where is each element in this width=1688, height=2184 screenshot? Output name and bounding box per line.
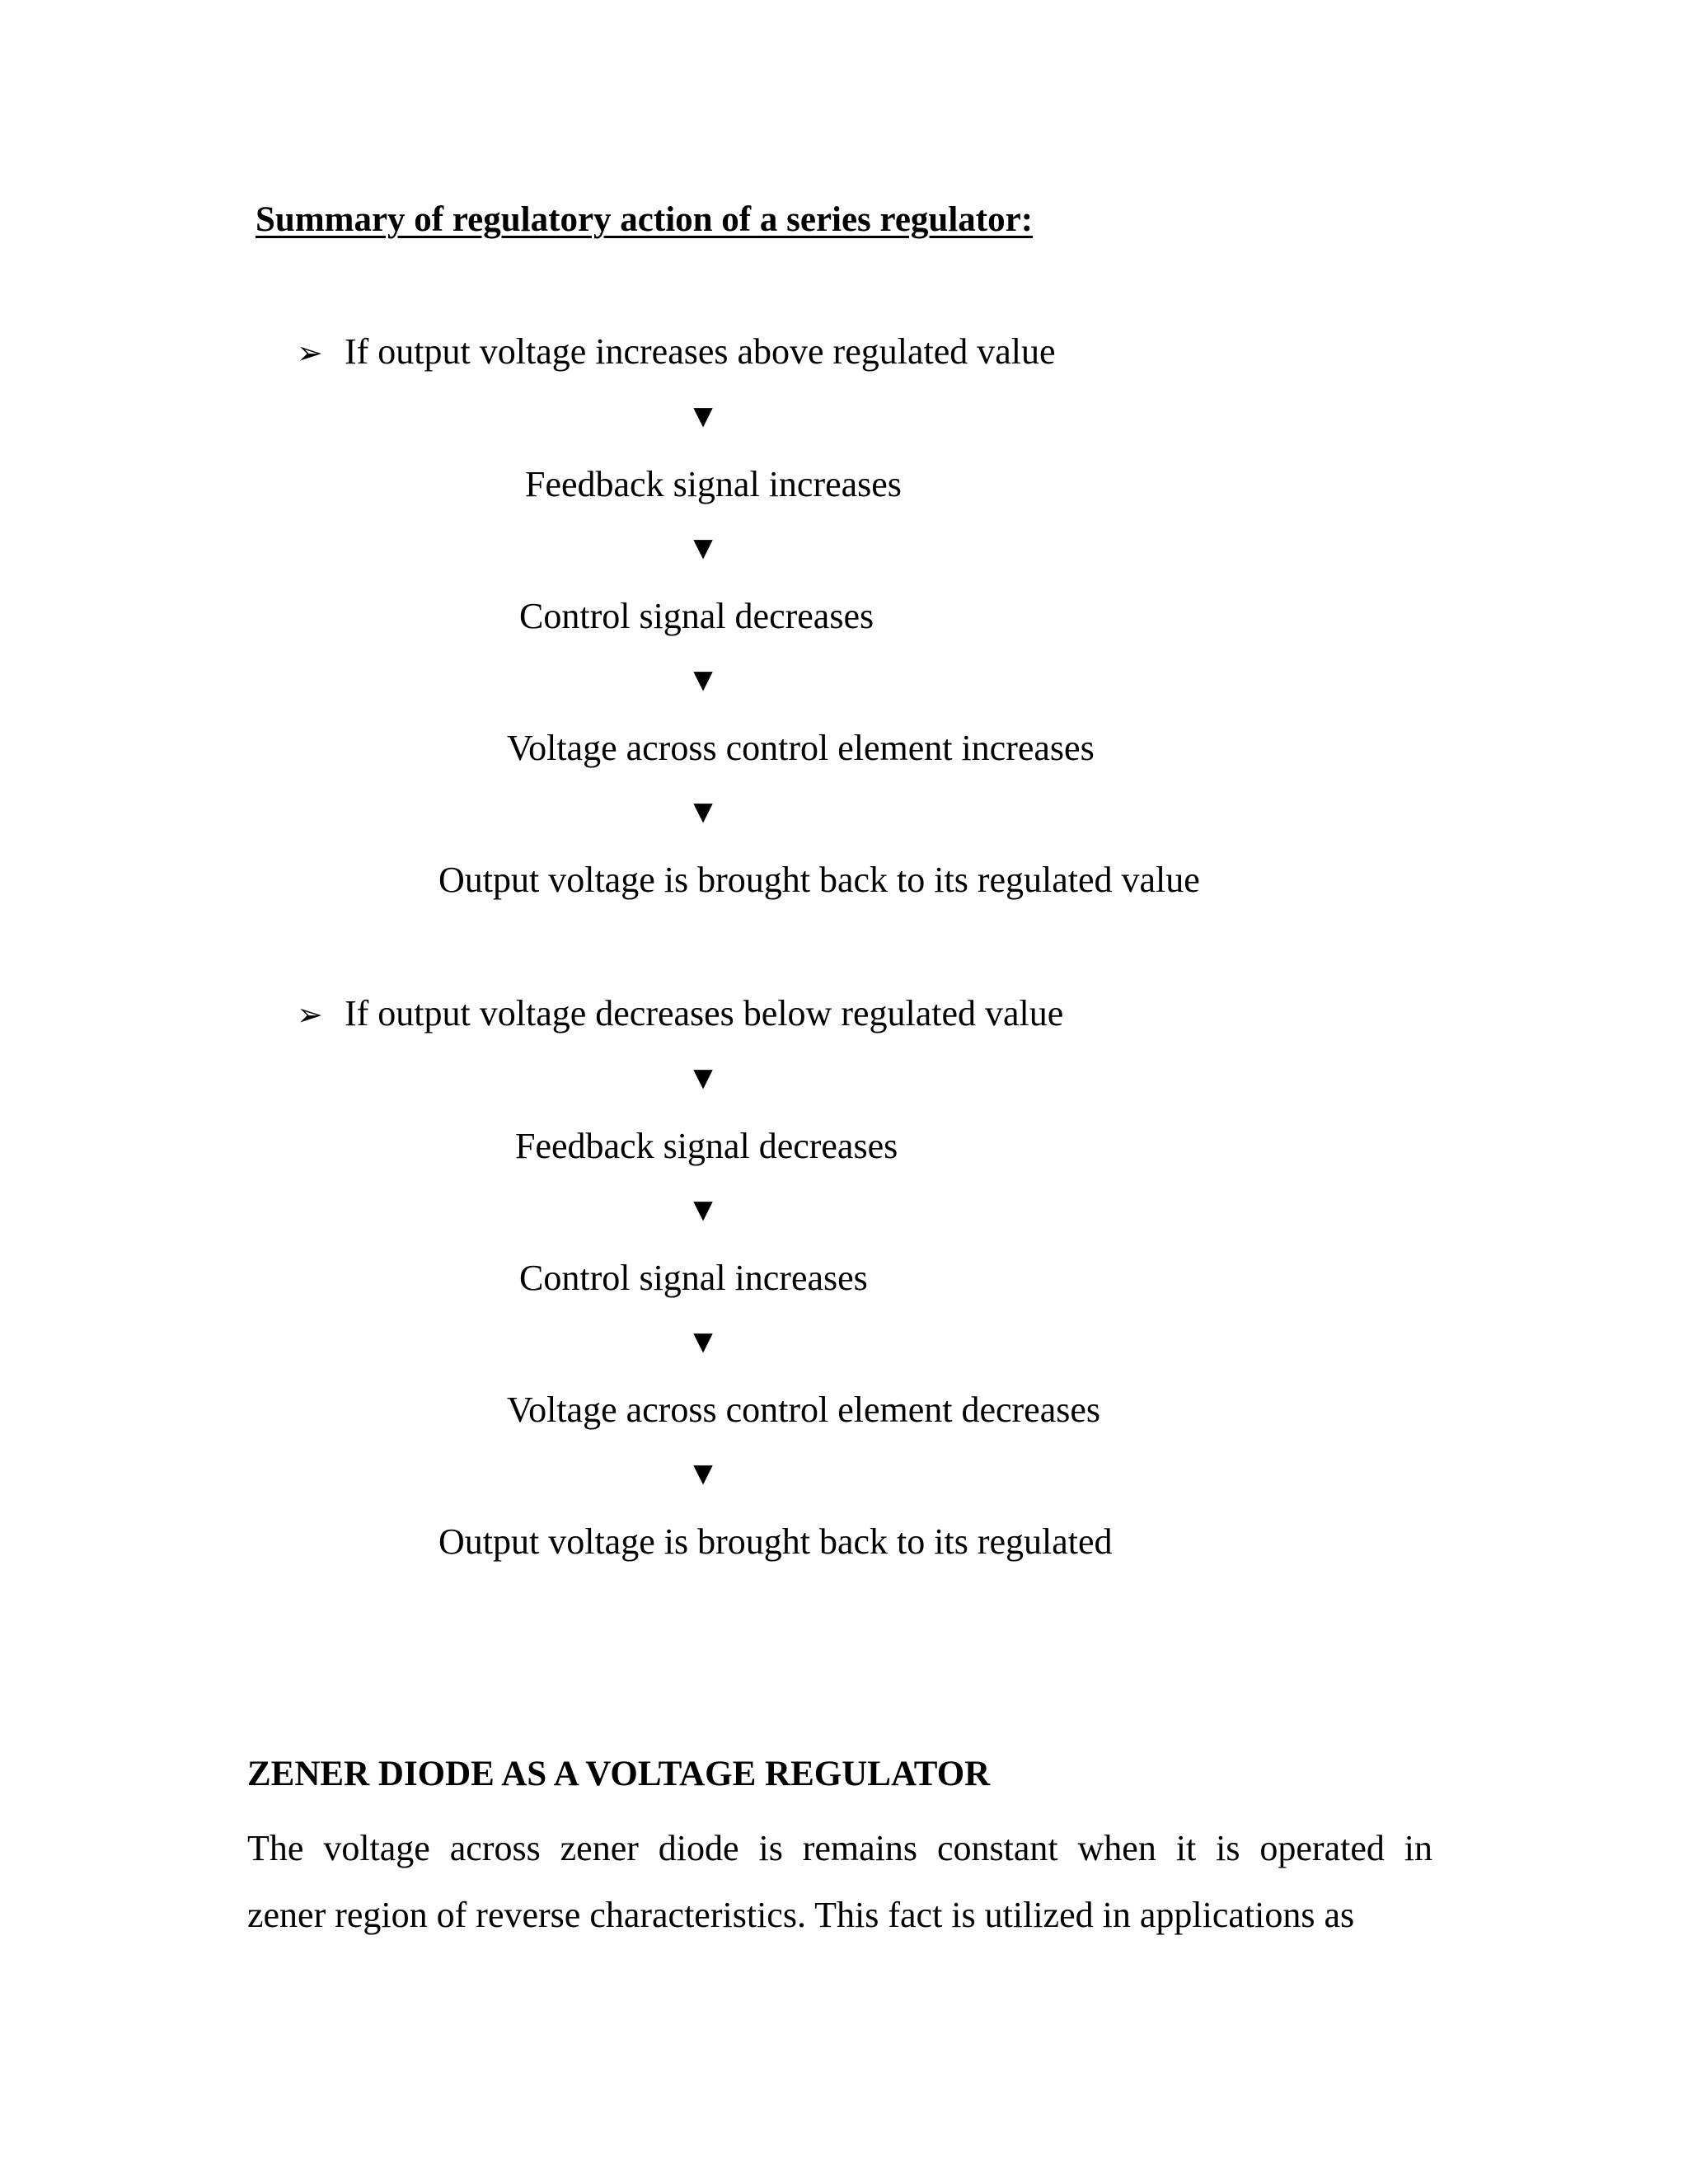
down-arrow-icon: ▼ — [687, 1191, 720, 1228]
down-arrow-icon: ▼ — [687, 661, 720, 698]
flow-1-step-3: Voltage across control element increases — [507, 728, 1095, 768]
arrowhead-bullet-icon: ➢ — [297, 998, 323, 1033]
down-arrow-icon: ▼ — [687, 1455, 720, 1492]
flow-2-step-1: Feedback signal decreases — [515, 1126, 898, 1166]
page-title: Summary of regulatory action of a series regulator: — [256, 200, 1034, 239]
flow-1-condition — [297, 331, 1056, 372]
flow-2-step-2: Control signal increases — [519, 1258, 868, 1298]
down-arrow-icon: ▼ — [687, 1059, 720, 1096]
flow-1-condition-text: If output voltage increases above regulated value — [345, 331, 1056, 372]
paragraph-line-2: zener region of reverse characteristics. This fact is utilized in applications as — [247, 1895, 1355, 1935]
down-arrow-icon: ▼ — [687, 397, 720, 434]
section-heading: ZENER DIODE AS A VOLTAGE REGULATOR — [247, 1755, 991, 1793]
flow-1-step-4: Output voltage is brought back to its regulated value — [438, 860, 1200, 900]
arrowhead-bullet-icon: ➢ — [297, 336, 323, 371]
flow-2-step-3: Voltage across control element decreases — [507, 1390, 1101, 1430]
down-arrow-icon: ▼ — [687, 529, 720, 566]
down-arrow-icon: ▼ — [687, 1323, 720, 1360]
flow-2-condition — [297, 993, 1064, 1033]
paragraph-line-1: The voltage across zener diode is remains constant when it is operated in — [247, 1828, 1432, 1868]
flow-1-step-2: Control signal decreases — [519, 596, 874, 636]
down-arrow-icon: ▼ — [687, 793, 720, 830]
flow-2-condition-text: If output voltage decreases below regulated value — [345, 993, 1064, 1033]
flow-2-step-4: Output voltage is brought back to its regulated — [438, 1521, 1113, 1562]
flow-1-step-1: Feedback signal increases — [525, 464, 902, 504]
